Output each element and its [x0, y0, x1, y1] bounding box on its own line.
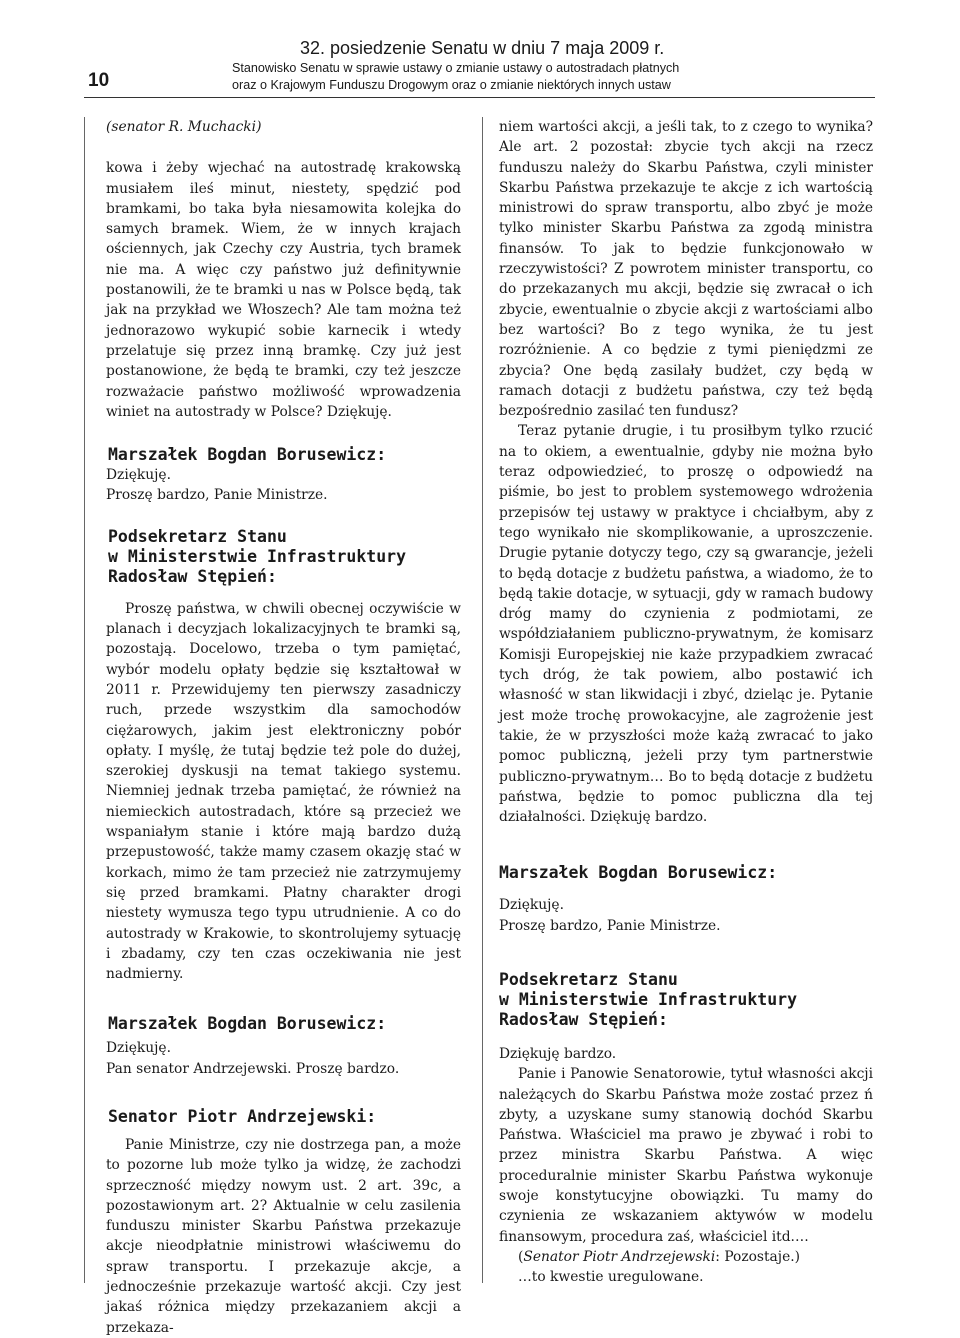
- stepien-2-line-a: Dziękuję bardzo.: [499, 1045, 617, 1062]
- speaker-heading-stepien-1-line2: w Ministerstwie Infrastruktury: [108, 546, 407, 566]
- speaker-heading-stepien-2-line1: Podsekretarz Stanu: [499, 969, 678, 989]
- stepien-2-paragraph: Panie i Panowie Senatorowie, tytuł własności akcji należących do Skarbu Państwa może zostać przez ń zbyty, a uzyskane sumy stanowią dochód Skarbu Państwa. Właściciel ma prawo je zbywać i robi to przez ministra Skarbu Państwa. A więc proceduralnie minister Skarbu Państwa wykonuje swoje konstytucyjne obowiązki. Tu mamy do czynienia ze wskazaniem aktywów w modelu finansowym, procedura zaś, właściciel itd.…: [499, 1066, 873, 1245]
- andrzejewski-continuation-2: Teraz pytanie drugie, i tu prosiłbym tylko rzucić na to okiem, a ewentualnie, gdyby nie można było teraz odpowiedzieć, to proszę o odpowiedź na piśmie, bo jest to problem systemowego wdrożenia przepisów tej ustawy w praktyce i chciałbym, aby z tego wynikało nie skomplikowanie, a uproszczenie. Drugie pytanie dotyczy tego, czy są gwarancje, jeżeli to będą dotacje z budżetu państwa, a wiadomo, że to będą takie dotacje, w sytuacji, gdy w ramach budowy dróg mamy do czynienia z podmiotami, ze współdziałaniem publiczno-prywatnym, że komisarz Komisji Europejskiej nie każe przypadkiem zwracać tych dróg, że tak powiem, albo postawić ich własność w stan likwidacji i zbyć, dzieląc je. Pytanie jest może trochę prowokacyjne, ale zagrożenie jest takie, że w przyszłości może każą zwracać to jako pomoc publiczną, jeżeli przy tym partnerstwie publiczno-prywatnym… Bo to będą dotacje z budżetu państwa, będzie to pomoc publiczna dla tej działalności. Dziękuję bardzo.: [499, 423, 873, 826]
- header-title: 32. posiedzenie Senatu w dniu 7 maja 2009 r.: [300, 38, 665, 58]
- page-number: 10: [88, 70, 110, 91]
- continued-speaker-marker: (senator R. Muchacki): [106, 119, 262, 135]
- borusewicz-3-line2: Proszę bardzo, Panie Ministrze.: [499, 917, 721, 934]
- borusewicz-2-line1: Dziękuję.: [106, 1040, 171, 1057]
- andrzejewski-continuation-1: niem wartości akcji, a jeśli tak, to z czego to wynika? Ale art. 2 pozostał: zbycie tych akcji na rzecz funduszu należy do Skarbu Państwa, czyli minister Skarbu Państwa przekazuje te akcje z ich wartością ministrowi do spraw transportu, albo zbyć je może tylko minister Skarbu Państwa za zgodą ministra finansów. To jak to będzie funkcjonowało w rzeczywistości? Z powrotem minister transportu, co do przekazanych mu akcji, będzie się zwracał o ich zbycie, ewentualnie o zbycie akcji z wartościami albo bez wartości? Bo z tego wynika, że tu jest rozróżnienie. A co będzie z tymi pieniędzmi ze zbycia? One będą zasilały budżet, czy będą w ramach dotacji z budżetu państwa, czy też będą bezpośrednio zasilać ten fundusz?: [499, 119, 873, 420]
- speaker-heading-stepien-1-line1: Podsekretarz Stanu: [108, 526, 287, 546]
- final-line: …to kwestie uregulowane.: [518, 1269, 704, 1286]
- borusewicz-3-line1: Dziękuję.: [499, 897, 564, 914]
- interjection-text: : Pozostaje.): [715, 1248, 800, 1265]
- header-subtitle-line2: oraz o Krajowym Funduszu Drogowym oraz o zmianie niektórych innych ustaw: [232, 78, 671, 92]
- andrzejewski-paragraph: Panie Ministrze, czy nie dostrzega pan, a może to pozorne lub może tylko ja widzę, że zachodzi sprzeczność między nowym ust. 2 art. 39c, a pozostawionym art. 2? Aktualnie w celu zasilenia funduszu minister Skarbu Państwa przekazuje akcje nieodpłatnie ministrowi właściwemu do spraw transportu. I przekazuje akcje, a jednocześnie przekazuje wartość akcji. Czy jest jakaś różnica między przekazaniem akcji a przekaza-: [106, 1136, 461, 1336]
- right-column: [499, 117, 873, 1288]
- borusewicz-2-line2: Pan senator Andrzejewski. Proszę bardzo.: [106, 1060, 400, 1077]
- header-subtitle-line1: Stanowisko Senatu w sprawie ustawy o zmianie ustawy o autostradach płatnych: [232, 61, 680, 75]
- stepien-1-paragraph: Proszę państwa, w chwili obecnej oczywiście w planach i decyzjach lokalizacyjnych te bramki są, pozostają. Docelowo, trzeba o tym pamiętać, wybór modelu opłaty będzie się kształtował w 2011 r. Przewidujemy ten pierwszy zasadniczy ruch, przede wszystkim dla samochodów ciężarowych, jakim jest elektroniczny pobór opłaty. I myślę, że tutaj będzie też pole do dużej, szerokiej dyskusji na temat takiego systemu. Niemniej jednak trzeba pamiętać, że również na niemieckich autostradach, które są przecież we wspaniałym stanie i które mają bardzo dużą przepustowość, także mamy czasem okazję stać w korkach, mimo że tam przecież nie zatrzymujemy się przed bramkami. Płatny charakter drogi niestety wymusza tego typu utrudnienie. A co do autostrady w Krakowie, to skontrolujemy sytuację i zbadamy, czy ten czas oczekiwania nie jest nadmierny.: [106, 600, 461, 983]
- speaker-heading-stepien-1-line3: Radosław Stępień:: [108, 566, 277, 586]
- speaker-heading-borusewicz-2: Marszałek Bogdan Borusewicz:: [108, 1014, 387, 1034]
- speaker-heading-andrzejewski: Senator Piotr Andrzejewski:: [108, 1106, 377, 1126]
- speaker-heading-stepien-2-line3: Radosław Stępień:: [499, 1009, 668, 1029]
- interjection-speaker: Senator Piotr Andrzejewski: [523, 1248, 716, 1265]
- speaker-heading-borusewicz-1: Marszałek Bogdan Borusewicz:: [108, 445, 387, 465]
- borusewicz-1-line2: Proszę bardzo, Panie Ministrze.: [106, 487, 328, 504]
- left-column: [106, 117, 461, 1338]
- column-divider: [482, 117, 483, 1283]
- left-margin-line: [84, 117, 85, 1283]
- borusewicz-1-line1: Dziękuję.: [106, 467, 171, 484]
- speaker-heading-stepien-2-line2: w Ministerstwie Infrastruktury: [499, 989, 798, 1009]
- muchacki-paragraph: kowa i żeby wjechać na autostradę krakowską musiałem ileś minut, niestety, spędzić pod bramkami, bo taka była niesamowita kolejka do samych bramek. Wiem, że w innych krajach ościennych, jak Czechy czy Austria, tych bramek nie ma. A więc czy państwo już definitywnie postanowili, że te bramki u nas w Polsce będą, tak jak na przykład we Włoszech? Ale tam można też jednorazowo wykupić sobie karnecik i wtedy przelatuje się przez inną bramkę. Czy już jest postanowione, że będą te bramki, czy też jeszcze rozważacie państwo możliwość wprowadzenia winiet na autostrady w Polsce? Dziękuję.: [106, 160, 461, 420]
- speaker-heading-borusewicz-3: Marszałek Bogdan Borusewicz:: [499, 863, 778, 883]
- interjection: (Senator Piotr Andrzejewski: Pozostaje.): [518, 1248, 800, 1265]
- header-rule: [84, 97, 875, 98]
